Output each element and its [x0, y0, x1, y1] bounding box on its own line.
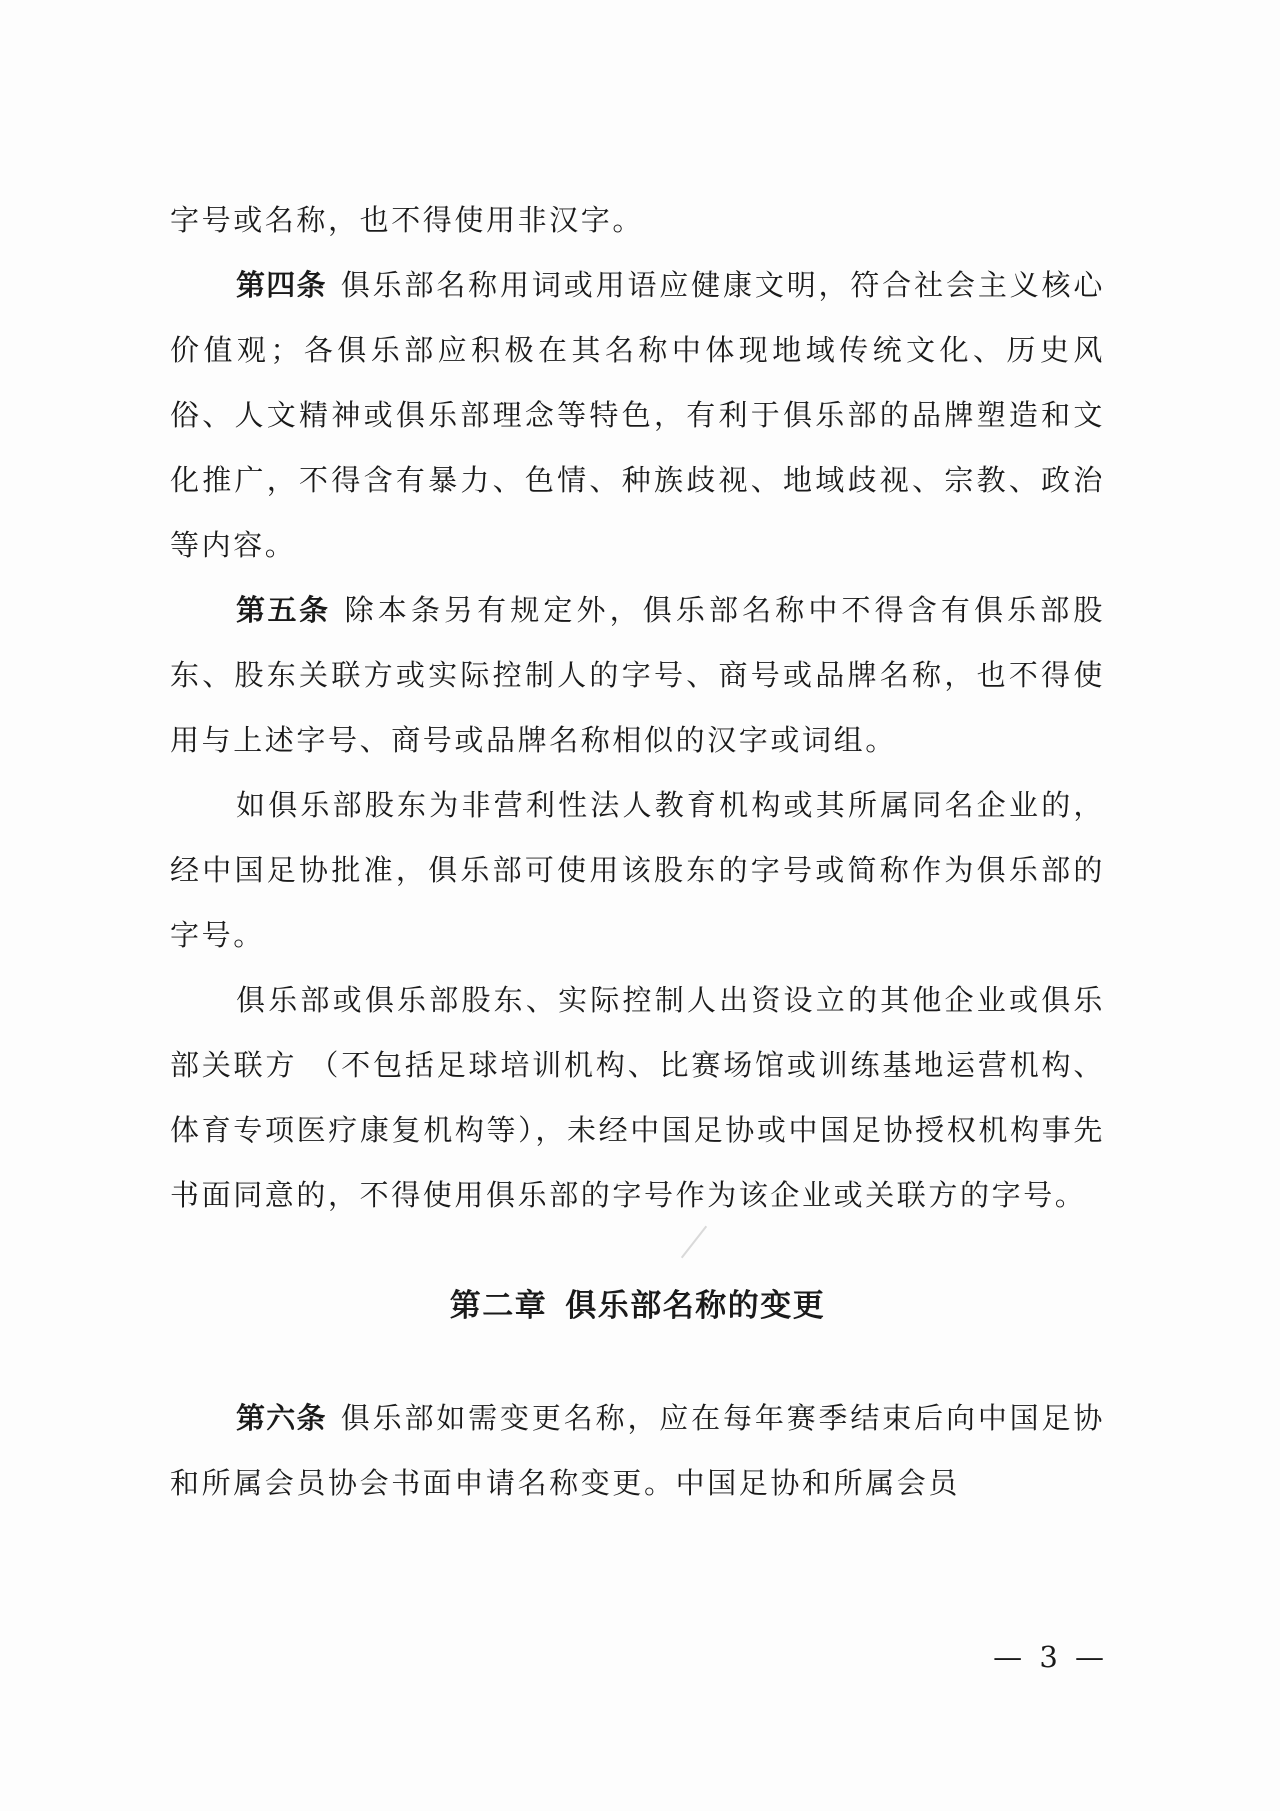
continuation-paragraph: 字号或名称，也不得使用非汉字。	[170, 203, 645, 237]
article-5	[170, 578, 1105, 773]
article-6-label: 第六条	[236, 1401, 327, 1435]
article-6-text: 俱乐部如需变更名称，应在每年赛季结束后向中国足协和所属会员协会书面申请名称变更。中国足协和所属会员	[170, 1401, 1105, 1500]
article-4	[170, 253, 1105, 578]
document-page	[170, 188, 1105, 1516]
article-6	[170, 1386, 1105, 1516]
article-5-paragraph-3: 俱乐部或俱乐部股东、实际控制人出资设立的其他企业或俱乐部关联方 （不包括足球培训机构、比赛场馆或训练基地运营机构、体育专项医疗康复机构等），未经中国足协或中国足协授权机构事先书面同意的，不得使用俱乐部的字号作为该企业或关联方的字号。	[170, 983, 1105, 1212]
chapter-heading	[170, 1286, 1105, 1326]
chapter-title: 俱乐部名称的变更	[565, 1288, 826, 1324]
chapter-number: 第二章	[449, 1288, 548, 1324]
article-5-paragraph-2: 如俱乐部股东为非营利性法人教育机构或其所属同名企业的，经中国足协批准，俱乐部可使用该股东的字号或简称作为俱乐部的字号。	[170, 788, 1105, 952]
article-5-label: 第五条	[236, 593, 331, 627]
page-number: — 3 —	[993, 1640, 1108, 1674]
article-5-text: 除本条另有规定外，俱乐部名称中不得含有俱乐部股东、股东关联方或实际控制人的字号、商号或品牌名称，也不得使用与上述字号、商号或品牌名称相似的汉字或词组。	[170, 593, 1105, 757]
article-4-label: 第四条	[236, 268, 327, 302]
article-4-text: 俱乐部名称用词或用语应健康文明，符合社会主义核心价值观；各俱乐部应积极在其名称中体现地域传统文化、历史风俗、人文精神或俱乐部理念等特色，有利于俱乐部的品牌塑造和文化推广，不得含有暴力、色情、种族歧视、地域歧视、宗教、政治等内容。	[170, 268, 1105, 562]
